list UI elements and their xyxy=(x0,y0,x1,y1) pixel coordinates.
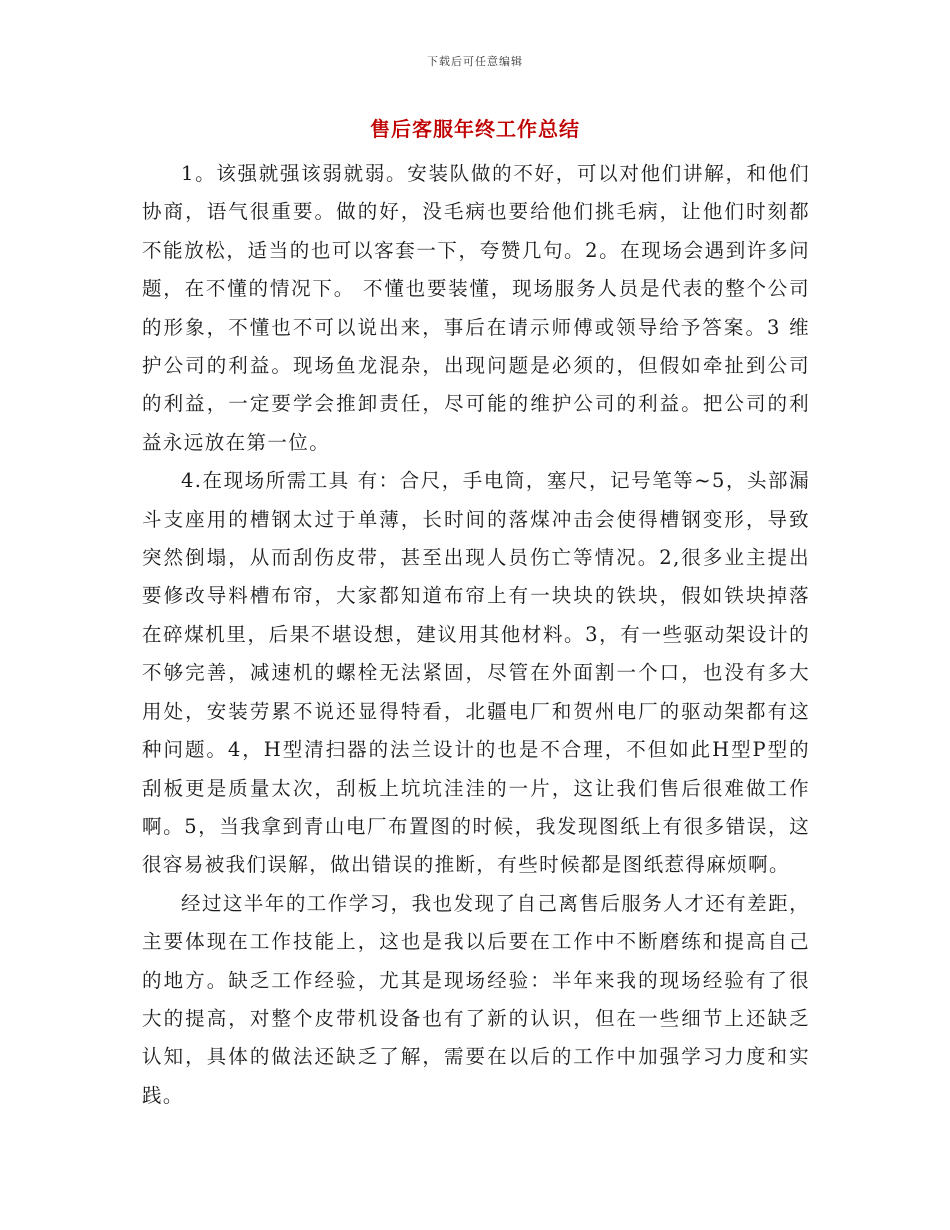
page-header-note: 下载后可任意编辑 xyxy=(427,55,523,68)
paragraph-1: 1。该强就强该弱就弱。安装队做的不好，可以对他们讲解，和他们协商，语气很重要。做的好，没毛病也要给他们挑毛病，让他们时刻都不能放松，适当的也可以客套一下，夸赞几句。2。在现场会遇到许多问题，在不懂的情况下。 不懂也要装懂，现场服务人员是代表的整个公司的形象，不懂也不可以说出来，事后在请示师傅或领导给予答案。3 维护公司的利益。现场鱼龙混杂，出现问题是必须的，但假如牵扯到公司的利益，一定要学会推卸责任，尽可能的维护公司的利益。把公司的利益永远放在第一位。 xyxy=(142,162,810,454)
document-body xyxy=(142,155,810,1115)
paragraph-2: 4.在现场所需工具 有：合尺，手电筒，塞尺，记号笔等~5，头部漏斗支座用的槽钢太过于单薄，长时间的落煤冲击会使得槽钢变形，导致突然倒塌，从而刮伤皮带，甚至出现人员伤亡等情况。2,很多业主提出要修改导料槽布帘，大家都知道布帘上有一块块的铁块，假如铁块掉落在碎煤机里，后果不堪设想，建议用其他材料。3，有一些驱动架设计的不够完善，减速机的螺栓无法紧固，尽管在外面割一个口，也没有多大用处，安装劳累不说还显得特看，北疆电厂和贺州电厂的驱动架都有这种问题。4，H型清扫器的法兰设计的也是不合理，不但如此H型P型的刮板更是质量太次，刮板上坑坑洼洼的一片，这让我们售后很难做工作啊。5，当我拿到青山电厂布置图的时候，我发现图纸上有很多错误，这很容易被我们误解，做出错误的推断，有些时候都是图纸惹得麻烦啊。 xyxy=(142,469,810,877)
paragraph-3: 经过这半年的工作学习，我也发现了自己离售后服务人才还有差距，主要体现在工作技能上，这也是我以后要在工作中不断磨练和提高自己的地方。缺乏工作经验，尤其是现场经验：半年来我的现场经验有了很大的提高，对整个皮带机设备也有了新的认识，但在一些细节上还缺乏认知，具体的做法还缺乏了解，需要在以后的工作中加强学习力度和实践。 xyxy=(142,891,810,1107)
document-title: 售后客服年终工作总结 xyxy=(370,117,580,141)
